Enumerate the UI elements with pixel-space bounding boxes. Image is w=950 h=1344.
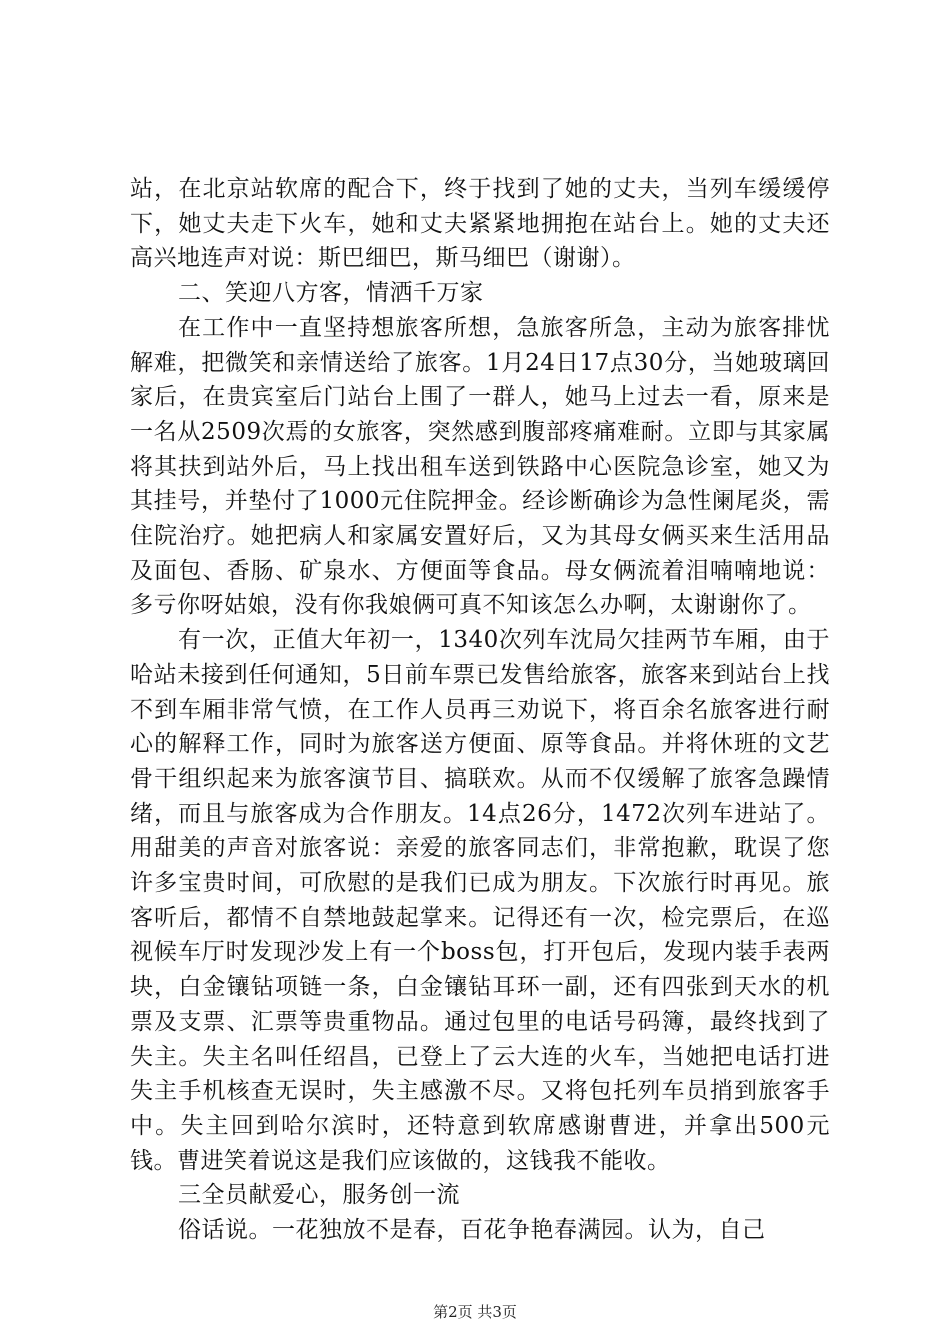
paragraph-4: 有一次，正值大年初一，1340次列车沈局欠挂两节车厢，由于哈站未接到任何通知，5日前车票已发售给旅客，旅客来到站台上找不到车厢非常气愤，在工作人员再三劝说下，将百余名旅客进行耐心的解释工作，同时为旅客送方便面、原等食品。并将休班的文艺骨干组织起来为旅客演节目、搞联欢。从而不仅缓解了旅客急躁情绪，而且与旅客成为合作朋友。14点26分，1472次列车进站了。用甜美的声音对旅客说：亲爱的旅客同志们，非常抱歉，耽误了您许多宝贵时间，可欣慰的是我们已成为朋友。下次旅行时再见。旅客听后，都情不自禁地鼓起掌来。记得还有一次，检完票后，在巡视候车厅时发现沙发上有一个boss包，打开包后，发现内装手表两块，白金镶钻项链一条，白金镶钻耳环一副，还有四张到天水的机票及支票、汇票等贵重物品。通过包里的电话号码簿，最终找到了失主。失主名叫任绍昌，已登上了云大连的火车，当她把电话打进失主手机核查无误时，失主感激不尽。又将包托列车员捎到旅客手中。失主回到哈尔滨时，还特意到软席感谢曹进，并拿出500元钱。曹进笑着说这是我们应该做的，这钱我不能收。	[130, 627, 830, 1174]
section-heading-2: 二、笑迎八方客，情洒千万家	[178, 280, 484, 307]
paragraph-6: 俗话说。一花独放不是春，百花争艳春满园。认为，自己	[178, 1217, 766, 1244]
section-heading-3: 三全员献爱心，服务创一流	[178, 1182, 460, 1209]
body-text	[130, 172, 830, 1248]
page-footer: 第2页 共3页	[433, 1303, 517, 1321]
paragraph-1: 站，在北京站软席的配合下，终于找到了她的丈夫，当列车缓缓停下，她丈夫走下火车，她和丈夫紧紧地拥抱在站台上。她的丈夫还高兴地连声对说：斯巴细巴，斯马细巴（谢谢）。	[130, 176, 830, 272]
paragraph-3: 在工作中一直坚持想旅客所想，急旅客所急，主动为旅客排忧解难，把微笑和亲情送给了旅客。1月24日17点30分，当她玻璃回家后，在贵宾室后门站台上围了一群人，她马上过去一看，原来是一名从2509次焉的女旅客，突然感到腹部疼痛难耐。立即与其家属将其扶到站外后，马上找出租车送到铁路中心医院急诊室，她又为其挂号，并垫付了1000元住院押金。经诊断确诊为急性阑尾炎，需住院治疗。她把病人和家属安置好后，又为其母女俩买来生活用品及面包、香肠、矿泉水、方便面等食品。母女俩流着泪喃喃地说：多亏你呀姑娘，没有你我娘俩可真不知该怎么办啊，太谢谢你了。	[130, 314, 830, 619]
